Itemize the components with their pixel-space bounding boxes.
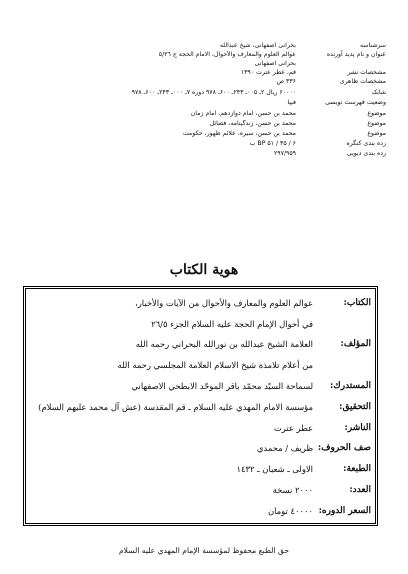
field-label bbox=[313, 360, 371, 370]
field-row-continued bbox=[51, 319, 371, 329]
catalog-label: موضوع bbox=[367, 110, 386, 117]
field-label bbox=[313, 319, 371, 329]
field-row-copies bbox=[51, 485, 371, 495]
catalog-row bbox=[16, 78, 386, 87]
catalog-value: قم، عطر عترت ۱۳۹۰ bbox=[240, 69, 296, 76]
field-label: الكتاب: bbox=[343, 298, 371, 308]
catalog-value: محمد بن حسن، زندگینامه، فضائل bbox=[209, 120, 296, 127]
field-label: المستدرك: bbox=[329, 381, 371, 391]
field-value: العلامة الشيخ عبدالله بن نورالله البحراني رحمه الله bbox=[135, 339, 313, 349]
field-row-price bbox=[51, 506, 371, 516]
field-value: ٤٠٠٠٠ تومان bbox=[267, 506, 313, 516]
field-label: التحقيق: bbox=[339, 402, 371, 412]
catalog-label: مشخصات ظاهری bbox=[339, 78, 386, 85]
catalog-label: شابک bbox=[371, 89, 386, 96]
field-value: من أعلام تلامذة شيخ الاسلام العلامة المجلسي رحمه الله bbox=[117, 360, 313, 370]
catalog-label: سرشناسه bbox=[359, 42, 386, 49]
catalog-row bbox=[16, 130, 386, 139]
catalog-label: عنوان و نام پدید آورنده bbox=[326, 51, 386, 58]
field-row-continued bbox=[51, 360, 371, 370]
field-row-supplement bbox=[51, 381, 371, 391]
catalog-value: فیپا bbox=[287, 99, 296, 106]
catalog-value: BP ۵۱ / ۳۵ / ۶ ب bbox=[249, 140, 296, 147]
field-label: الناشر: bbox=[344, 423, 371, 433]
field-row-author bbox=[51, 339, 371, 349]
field-label: السعر الدوره: bbox=[318, 506, 371, 516]
catalog-value: بحرانی اصفهانی bbox=[254, 60, 296, 67]
field-value: ٢٠٠٠ نسخة bbox=[272, 485, 313, 495]
page-title: هوية الكتاب bbox=[169, 262, 239, 278]
catalog-value: ۲۹۷/۹۵۹ bbox=[273, 150, 296, 157]
catalog-label: موضوع bbox=[367, 120, 386, 127]
catalog-value: محمد بن حسن، سیره، علائم ظهور، حکومت bbox=[182, 130, 296, 137]
field-row-book bbox=[51, 298, 371, 308]
catalog-row bbox=[16, 60, 386, 69]
catalog-row bbox=[16, 150, 386, 159]
catalog-row bbox=[16, 51, 386, 60]
catalog-label: رده بندی کنگره bbox=[346, 140, 386, 147]
catalog-label: مشخصات نشر bbox=[347, 69, 386, 76]
field-row-publisher bbox=[51, 423, 371, 433]
catalog-row bbox=[16, 42, 386, 51]
catalog-label: رده بندی دیویی bbox=[346, 150, 386, 157]
catalog-row bbox=[16, 140, 386, 149]
field-label: العدد: bbox=[349, 485, 371, 495]
field-row-editor bbox=[38, 402, 371, 412]
catalog-row bbox=[16, 120, 386, 129]
catalog-value: بحرانی اصفهانی، شیخ عبدالله bbox=[219, 42, 296, 49]
catalog-value: محمد بن حسن، امام دوازدهم، امام زمان bbox=[190, 110, 296, 117]
catalog-value: ۳۳۶ ص bbox=[276, 78, 296, 85]
catalog-label: موضوع bbox=[367, 130, 386, 137]
catalog-row bbox=[16, 69, 386, 78]
field-value: ظريف / محمدي bbox=[256, 443, 313, 453]
catalog-label: وضعیت فهرست نویسی bbox=[325, 99, 386, 106]
field-label: المؤلف: bbox=[340, 339, 371, 349]
field-row-edition bbox=[51, 464, 371, 474]
field-label: الطبعة: bbox=[343, 464, 371, 474]
copyright-notice: حق الطبع محفوظ لمؤسسة الإمام المهدي عليه السلام bbox=[118, 546, 290, 555]
catalog-row bbox=[16, 110, 386, 119]
field-value: عطر عترت bbox=[273, 423, 313, 433]
field-value: لسماحة السيّد محمّد باقر الموحّد الابطحي الاصفهاني bbox=[131, 381, 313, 391]
catalog-value: ۶۰۰۰۰ ریال ۲ـ ۰۰۵ـ ۲۴۳ـ ۶۰۰ـ ۹۷۸ دوره ۷ـ ۰۰۰ـ ۲۴۳ـ ۶۰۰ـ ۹۷۸ bbox=[131, 89, 296, 96]
field-value: الاولى ـ شعبان ـ ١٤٣٢ bbox=[236, 464, 313, 474]
field-value: في أحوال الإمام الحجة عليه السلام الجزء ٢٦/٥ bbox=[151, 319, 313, 329]
catalog-value: عوالم العلوم والمعارف والأحوال، الامام الحجة ج ٥/٢٦ bbox=[158, 51, 296, 58]
field-value: مؤسسة الامام المهدي عليه السلام ـ قم المقدسة (عش آل محمد عليهم السلام) bbox=[38, 402, 313, 412]
catalog-row bbox=[16, 89, 386, 98]
field-label: صف الحروف: bbox=[317, 443, 371, 453]
catalog-row bbox=[16, 99, 386, 108]
catalog-label bbox=[296, 60, 386, 69]
field-value: عوالم العلوم والمعارف والأحوال من الآيات والأخبار، bbox=[135, 298, 313, 308]
field-row-typesetting bbox=[51, 443, 371, 453]
